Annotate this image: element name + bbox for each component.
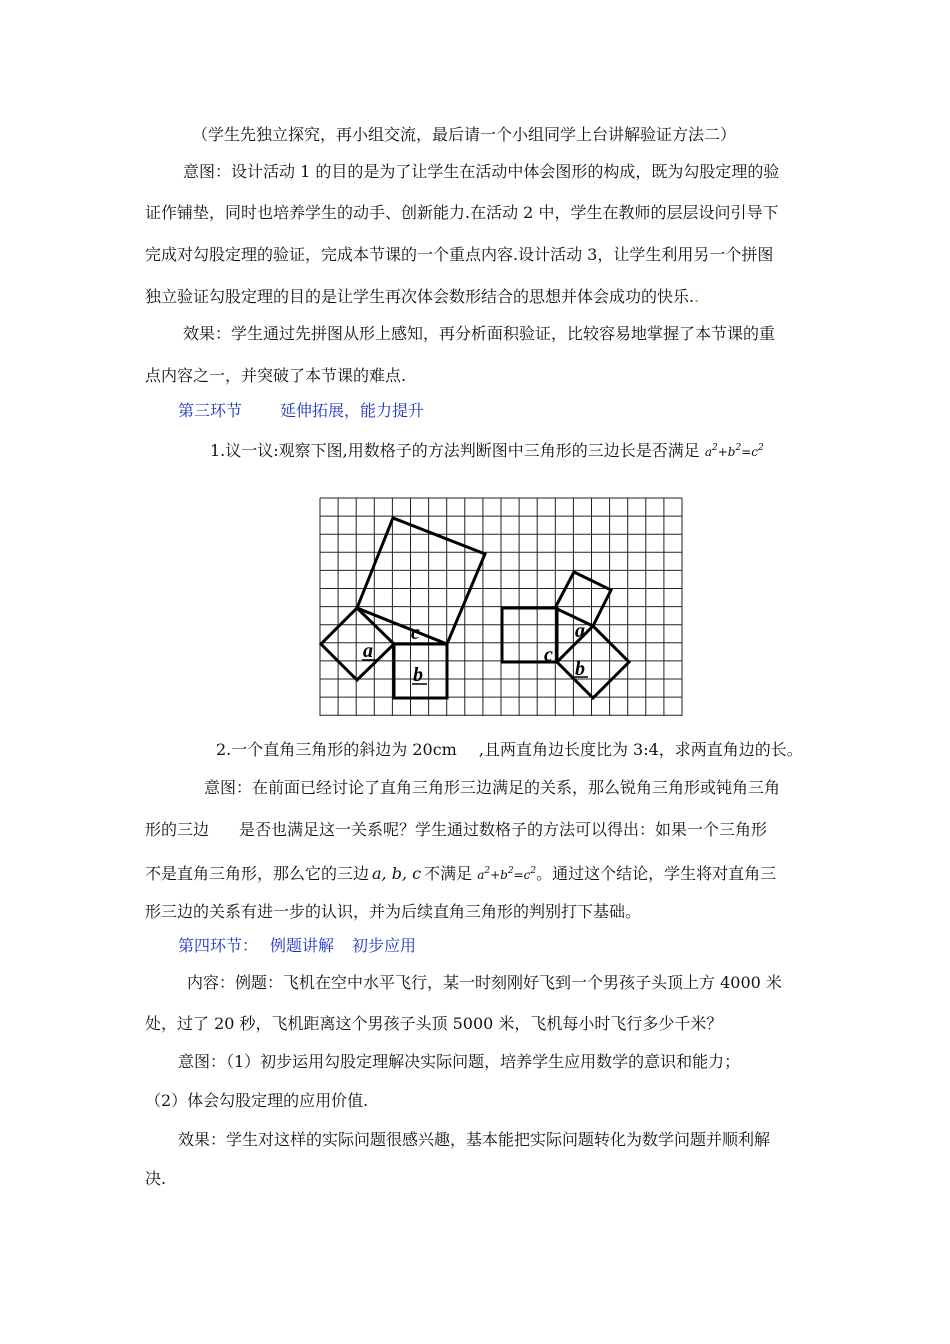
- effect-paragraph-line: 效果：学生通过先拼图从形上感知，再分析面积验证，比较容易地掌握了本节课的重: [183, 324, 776, 343]
- question-2: 2.一个直角三角形的斜边为 20cm ,且两直角边长度比为 3:4，求两直角边的长。: [216, 740, 803, 759]
- section-label: 第三环节: [178, 401, 243, 420]
- intent-paragraph-line: 完成对勾股定理的验证，完成本节课的一个重点内容.设计活动 3，让学生利用另一个拼图: [145, 245, 774, 264]
- paragraph-note: （学生先独立探究，再小组交流，最后请一个小组同学上台讲解验证方法二）: [192, 125, 737, 144]
- pythagoras-grid-figure: [319, 497, 685, 719]
- intent2-line: 意图：在前面已经讨论了直角三角形三边满足的关系，那么锐角三角形或钝角三角: [204, 778, 781, 797]
- label-b-right: b: [575, 658, 585, 680]
- effect-paragraph-line: 点内容之一，并突破了本节课的难点.: [145, 366, 407, 385]
- label-c-right: c: [544, 644, 553, 666]
- intent2-line: 不是直角三角形，那么它的三边 a, b, c 不满足 $a^2+b^2=c^2$。通过这个结论，学生将对直角三: [145, 864, 777, 883]
- intent3-line: 意图：（1）初步运用勾股定理解决实际问题，培养学生应用数学的意识和能力；: [178, 1052, 741, 1071]
- effect2-line: 效果：学生对这样的实际问题很感兴趣，基本能把实际问题转化为数学问题并顺利解: [178, 1130, 771, 1149]
- intent-paragraph-line: 证作铺垫，同时也培养学生的动手、创新能力.在活动 2 中，学生在教师的层层设问引导下: [145, 203, 779, 222]
- section-title: 延伸拓展，能力提升: [280, 401, 425, 420]
- formula: $a^2+b^2=c^2$: [477, 866, 537, 882]
- intent-paragraph-line: 独立验证勾股定理的目的是让学生再次体会数形结合的思想并体会成功的快乐..: [145, 287, 700, 306]
- intent2-line: 形的三边 是否也满足这一关系呢？学生通过数格子的方法可以得出：如果一个三角形: [145, 820, 768, 839]
- effect2-line: 决.: [145, 1169, 167, 1188]
- label-b-left: b: [413, 664, 423, 686]
- example-line: 处，过了 20 秒，飞机距离这个男孩子头顶 5000 米，飞机每小时飞行多少千米？: [145, 1014, 723, 1033]
- label-c-left: c: [411, 622, 420, 644]
- intent-paragraph-line: 意图：设计活动 1 的目的是为了让学生在活动中体会图形的构成，既为勾股定理的验: [183, 162, 780, 181]
- intent2-line: 形三边的关系有进一步的认识，并为后续直角三角形的判别打下基础。: [145, 902, 642, 921]
- example-line: 内容：例题：飞机在空中水平飞行，某一时刻刚好飞到一个男孩子头顶上方 4000 米: [187, 973, 782, 992]
- stray-dot: .: [694, 287, 700, 306]
- question-1: 1.议一议:观察下图,用数格子的方法判断图中三角形的三边长是否满足 $a^2+b^2=c^2$: [210, 441, 764, 460]
- section-heading-3: [178, 401, 424, 421]
- section-label: 第四环节：: [178, 936, 259, 955]
- formula: $a^2+b^2=c^2$: [704, 443, 764, 459]
- section-title: 初步应用: [352, 936, 417, 955]
- right-square-b: [557, 626, 629, 698]
- section-heading-4: [178, 936, 416, 956]
- label-a-right: a: [575, 620, 585, 642]
- section-title: 例题讲解: [270, 936, 335, 955]
- intent3-line: （2）体会勾股定理的应用价值.: [145, 1091, 369, 1110]
- right-square-a: [555, 572, 611, 626]
- label-a-left: a: [363, 640, 373, 662]
